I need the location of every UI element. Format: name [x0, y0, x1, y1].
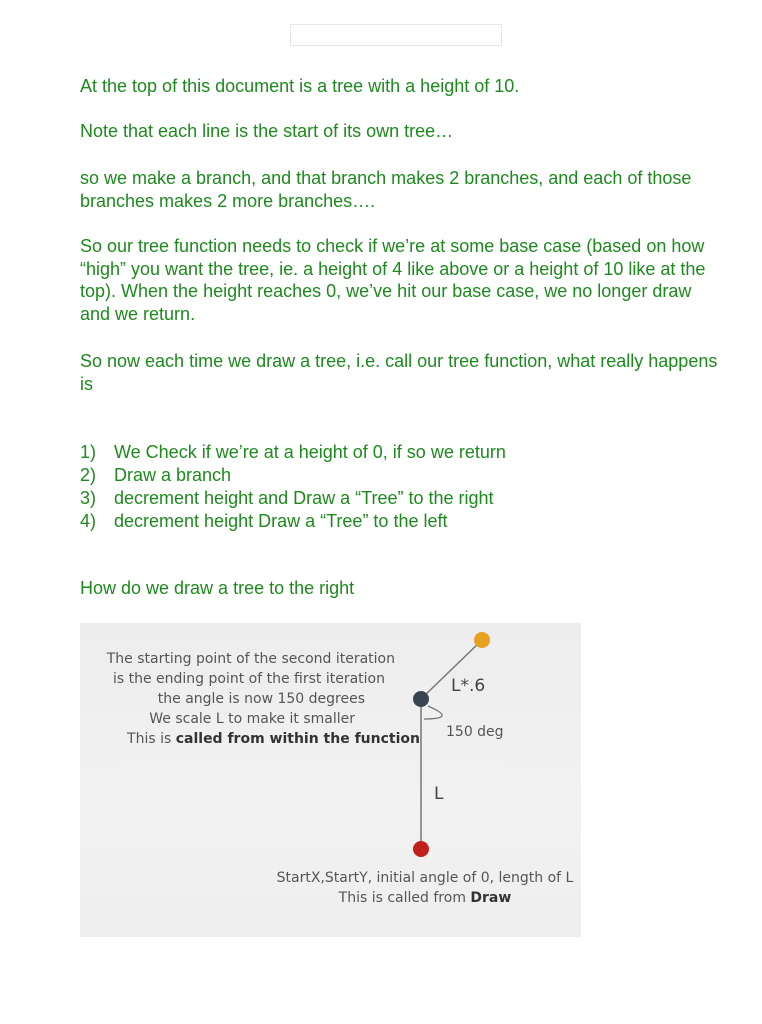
- list-item: [80, 487, 506, 510]
- step-number: 4): [80, 511, 97, 531]
- note-bold: Draw: [470, 890, 512, 906]
- list-item: [80, 510, 506, 533]
- top-frame-box: [290, 24, 502, 46]
- step-number: 2): [80, 465, 97, 485]
- step-number: 3): [80, 488, 97, 508]
- section-heading-draw-right: How do we draw a tree to the right: [80, 578, 355, 598]
- start-point-dot: [413, 841, 429, 857]
- note-line: the angle is now 150 degrees: [157, 691, 365, 707]
- second-iteration-note: [80, 649, 420, 749]
- start-point-note: [265, 868, 585, 908]
- tree-diagram: [80, 623, 581, 937]
- note-line: The starting point of the second iteration: [106, 651, 395, 667]
- note-line: is the ending point of the first iteration: [112, 671, 385, 687]
- step-number: 1): [80, 442, 97, 462]
- angle-arc: [424, 706, 442, 719]
- step-text: Draw a branch: [114, 465, 232, 485]
- steps-list: [80, 441, 506, 533]
- paragraph-own-tree: Note that each line is the start of its own tree…: [80, 121, 454, 141]
- note-line: StartX,StartY, initial angle of 0, length of L: [276, 870, 574, 886]
- note-line-called-within: [80, 729, 420, 749]
- paragraph-base-case: So our tree function needs to check if we’re at some base case (based on how “high” you want the tree, ie. a height of 4 like above or a height of 10 like at the top). When the height reaches 0, we’ve hit our base case, we no longer draw and we return.: [80, 236, 706, 324]
- note-bold: called from within the function: [175, 731, 420, 747]
- angle-label: 150 deg: [446, 724, 504, 740]
- length-label: L: [434, 784, 444, 804]
- scaled-length-label: L*.6: [451, 676, 486, 696]
- note-line-called-draw: [265, 888, 585, 908]
- paragraph-what-happens: So now each time we draw a tree, i.e. call our tree function, what really happens is: [80, 351, 718, 394]
- note-prefix: This is called from: [338, 890, 471, 906]
- step-text: We Check if we’re at a height of 0, if so we return: [114, 442, 506, 462]
- step-text: decrement height and Draw a “Tree” to the right: [114, 488, 494, 508]
- paragraph-tree-height: At the top of this document is a tree with a height of 10.: [80, 76, 520, 96]
- list-item: [80, 441, 506, 464]
- paragraph-branches: so we make a branch, and that branch makes 2 branches, and each of those branches makes 2 more branches….: [80, 168, 692, 211]
- step-text: decrement height Draw a “Tree” to the left: [114, 511, 448, 531]
- list-item: [80, 464, 506, 487]
- top-endpoint-dot: [474, 632, 490, 648]
- note-prefix: This is: [127, 731, 176, 747]
- note-line: We scale L to make it smaller: [149, 711, 355, 727]
